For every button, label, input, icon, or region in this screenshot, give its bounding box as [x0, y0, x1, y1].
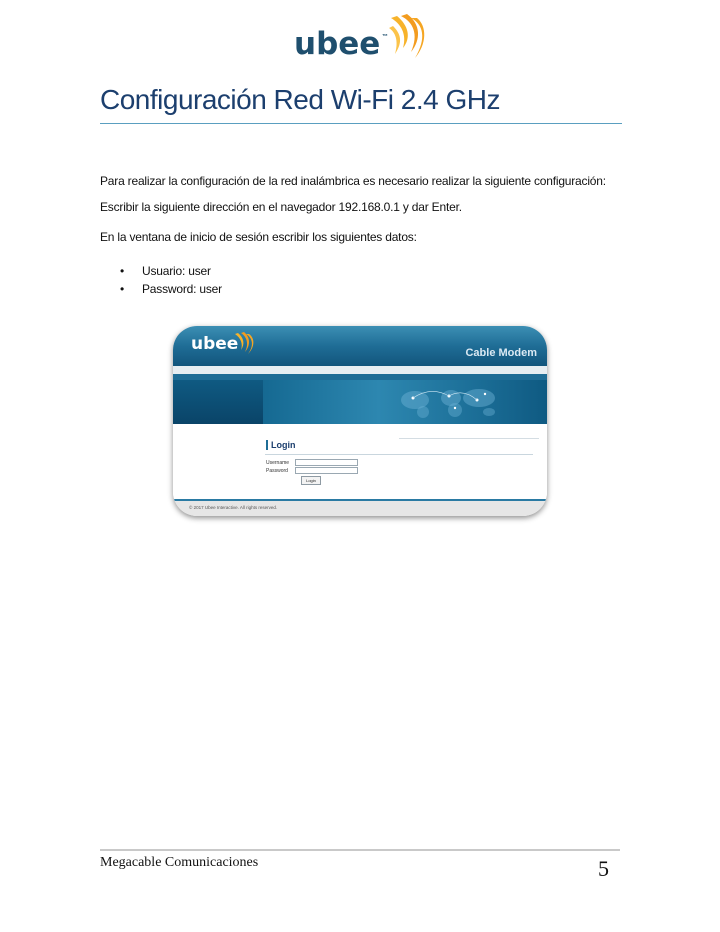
- login-step-paragraph: En la ventana de inicio de sesión escribir los siguientes datos:: [100, 230, 417, 244]
- screenshot-login-title: Login: [266, 440, 296, 450]
- logo-flame-icon: [385, 14, 427, 64]
- list-item: [120, 280, 222, 298]
- bullet-icon: •: [120, 264, 125, 278]
- footer-divider: [100, 849, 620, 851]
- screenshot-product-name: Cable Modem: [465, 347, 537, 359]
- logo-wordmark: ubee: [294, 26, 381, 62]
- page-title: Configuración Red Wi-Fi 2.4 GHz: [100, 84, 500, 115]
- screenshot-login-divider: [265, 454, 533, 455]
- screenshot-copyright: © 2017 Ubee Interactive. All rights reserved.: [189, 505, 278, 510]
- world-map-icon: [393, 384, 503, 420]
- screenshot-divider: [399, 438, 539, 439]
- screenshot-password-label: Password: [266, 468, 288, 474]
- screenshot-password-field: [295, 467, 358, 474]
- ubee-logo: [290, 12, 430, 70]
- screenshot-login-button: Login: [301, 476, 321, 485]
- screenshot-username-field: [295, 459, 358, 466]
- screenshot-logo-wordmark: ubee: [191, 334, 239, 354]
- screenshot-band: [173, 366, 547, 374]
- title-divider: [100, 123, 622, 124]
- logo-trademark: ™: [382, 34, 388, 40]
- screenshot-logo-flame-icon: [233, 332, 255, 356]
- intro-paragraph: Para realizar la configuración de la red inalámbrica es necesario realizar la siguiente configuración:: [100, 174, 606, 188]
- bullet-icon: •: [120, 282, 125, 296]
- credential-password: Password: user: [142, 282, 222, 296]
- page-number: 5: [598, 856, 609, 881]
- footer-company: Megacable Comunicaciones: [100, 855, 259, 870]
- screenshot-username-label: Username: [266, 460, 290, 466]
- screenshot-content: [173, 424, 547, 502]
- credentials-list: [120, 262, 222, 298]
- address-step-paragraph: Escribir la siguiente dirección en el navegador 192.168.0.1 y dar Enter.: [100, 200, 462, 214]
- list-item: [120, 262, 222, 280]
- credential-user: Usuario: user: [142, 264, 211, 278]
- screenshot-banner-left: [173, 380, 263, 424]
- router-login-screenshot: [173, 326, 547, 516]
